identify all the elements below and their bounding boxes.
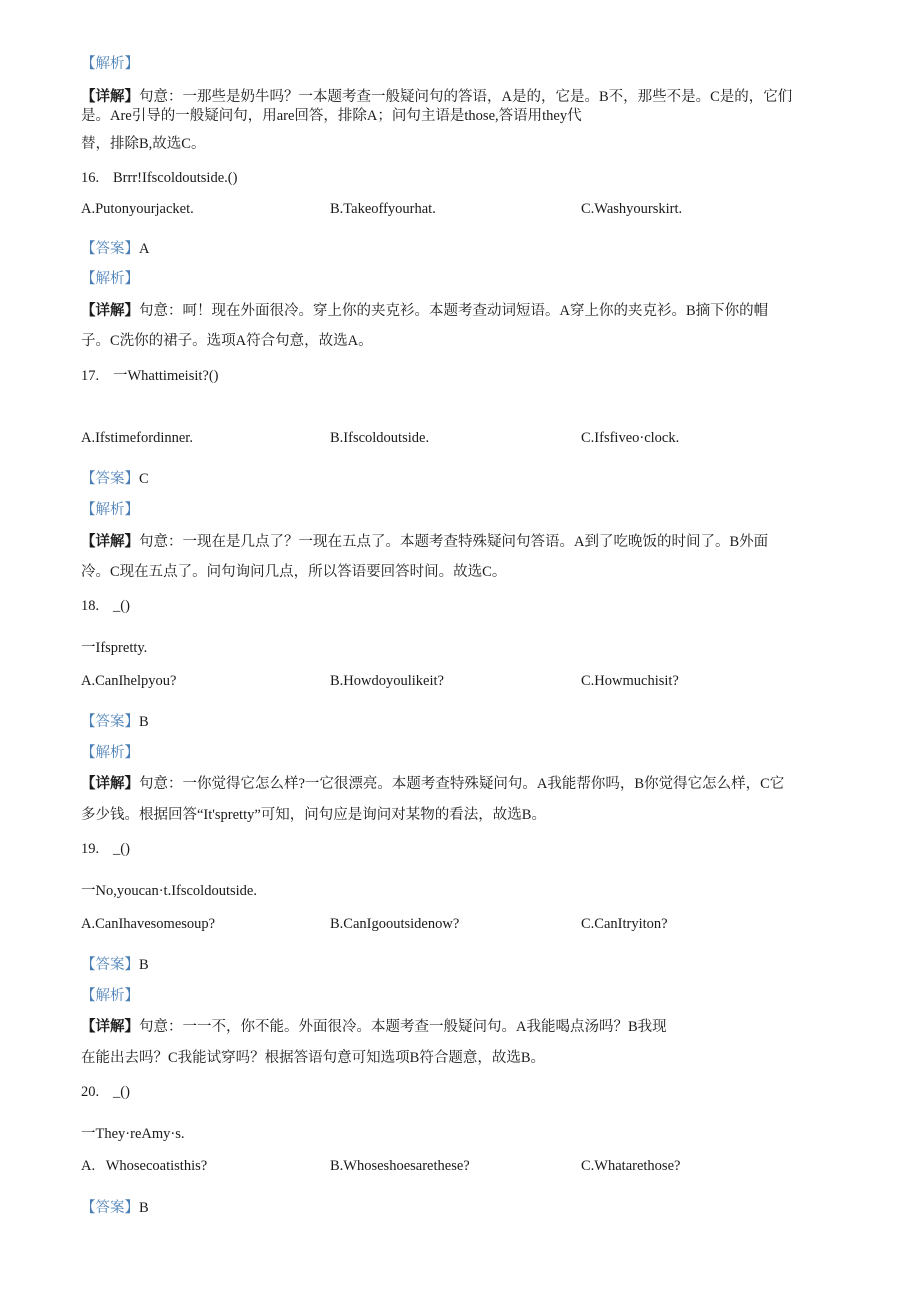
q20-option-c: C.Whatarethose? (581, 1158, 681, 1174)
detail-tag: 【详解】 (81, 89, 139, 105)
question-number: 16. (81, 170, 100, 186)
q17-option-a: A.Ifstimefordinner. (81, 430, 193, 446)
answer-value: B (139, 1200, 149, 1216)
q16-option-b: B.Takeoffyourhat. (330, 201, 436, 217)
q15-detail-line-1 (81, 87, 792, 107)
q16-detail-line-1 (81, 301, 768, 321)
q17-stem (81, 366, 219, 386)
answer-value: C (139, 471, 149, 487)
question-text: _() (113, 1084, 130, 1100)
question-number: 20. (81, 1084, 100, 1100)
detail-tag: 【详解】 (81, 534, 139, 550)
detail-text: 多少钱。根据回答“It'spretty”可知，问句应是询问对某物的看法，故选B。 (81, 807, 546, 823)
q20-reply: 一They·reAmy·s. (81, 1126, 185, 1142)
q19-stem (81, 839, 130, 859)
q19-reply: 一No,youcan·t.Ifscoldoutside. (81, 883, 257, 899)
q19-option-a: A.CanIhavesomesoup? (81, 916, 216, 932)
q19-option-c: C.CanItryiton? (581, 916, 668, 932)
detail-tag: 【详解】 (81, 303, 139, 319)
answer-value: A (139, 241, 150, 257)
question-text: 一Whattimeisit?() (113, 368, 219, 384)
detail-text: 句意：呵！现在外面很冷。穿上你的夹克衫。本题考查动词短语。A穿上你的夹克衫。B摘下你的帽 (139, 303, 769, 319)
q17-answer (81, 469, 149, 489)
detail-text: 在能出去吗？C我能试穿吗？根据答语句意可知选项B符合题意，故选B。 (81, 1050, 546, 1066)
q17-detail-line-2 (81, 562, 506, 582)
q15-detail-line-3 (81, 134, 205, 154)
q19-detail-line-1 (81, 1017, 667, 1037)
q15-detail-line-2 (81, 106, 582, 126)
detail-text: 冷。C现在五点了。问句询问几点，所以答语要回答时间。故选C。 (81, 564, 507, 580)
analysis-tag: 【解析】 (81, 988, 139, 1004)
question-text: Brrr!Ifscoldoutside.() (113, 170, 238, 186)
q16-detail-line-2 (81, 331, 373, 351)
q18-detail-line-2 (81, 805, 546, 825)
analysis-tag: 【解析】 (81, 745, 139, 761)
q20-answer (81, 1198, 149, 1218)
q18-option-a: A.CanIhelpyou? (81, 673, 177, 689)
answer-tag: 【答案】 (81, 241, 139, 257)
q15-analysis-heading (81, 54, 139, 74)
question-number: 18. (81, 598, 100, 614)
answer-tag: 【答案】 (81, 714, 139, 730)
q18-analysis-heading (81, 743, 139, 763)
question-number: 19. (81, 841, 100, 857)
analysis-tag: 【解析】 (81, 502, 139, 518)
q17-detail-line-1 (81, 532, 768, 552)
answer-tag: 【答案】 (81, 1200, 139, 1216)
q20-stem (81, 1082, 130, 1102)
q17-option-c: C.Ifsfiveo·clock. (581, 430, 680, 446)
q19-analysis-heading (81, 986, 139, 1006)
answer-tag: 【答案】 (81, 957, 139, 973)
detail-tag: 【详解】 (81, 1019, 139, 1035)
q17-analysis-heading (81, 500, 139, 520)
q19-option-b: B.CanIgooutsidenow? (330, 916, 460, 932)
analysis-tag: 【解析】 (81, 56, 139, 72)
detail-text: 句意：一一不，你不能。外面很冷。本题考查一般疑问句。A我能喝点汤吗？B我现 (139, 1019, 667, 1035)
q18-stem (81, 596, 130, 616)
q18-detail-line-1 (81, 774, 784, 794)
question-number: 17. (81, 368, 100, 384)
detail-text: 句意：一你觉得它怎么样?一它很漂亮。本题考查特殊疑问句。A我能帮你吗，B你觉得它怎么样，C它 (139, 776, 785, 792)
q19-answer (81, 955, 149, 975)
q18-option-b: B.Howdoyoulikeit? (330, 673, 444, 689)
q18-reply: 一Ifspretty. (81, 640, 148, 656)
answer-tag: 【答案】 (81, 471, 139, 487)
q20-option-b: B.Whoseshoesarethese? (330, 1158, 470, 1174)
q18-option-c: C.Howmuchisit? (581, 673, 679, 689)
answer-value: B (139, 957, 149, 973)
question-text: _() (113, 841, 130, 857)
detail-text: 子。C洗你的裙子。选项A符合句意，故选A。 (81, 333, 373, 349)
q16-stem (81, 168, 237, 188)
q16-analysis-heading (81, 269, 139, 289)
q16-option-a: A.Putonyourjacket. (81, 201, 194, 217)
answer-value: B (139, 714, 149, 730)
q16-option-c: C.Washyourskirt. (581, 201, 683, 217)
analysis-tag: 【解析】 (81, 271, 139, 287)
q16-answer (81, 239, 149, 259)
q19-detail-line-2 (81, 1048, 545, 1068)
detail-text: 句意：一那些是奶牛吗？一本题考查一般疑问句的答语，A是的，它是。B不，那些不是。C是的，它们 (139, 89, 793, 105)
q18-answer (81, 712, 149, 732)
question-text: _() (113, 598, 130, 614)
detail-text: 替，排除B,故选C。 (81, 136, 206, 152)
q20-option-a: A. Whosecoatisthis? (81, 1158, 208, 1174)
q17-option-b: B.Ifscoldoutside. (330, 430, 430, 446)
detail-tag: 【详解】 (81, 776, 139, 792)
detail-text: 句意：一现在是几点了？一现在五点了。本题考查特殊疑问句答语。A到了吃晚饭的时间了。B外面 (139, 534, 769, 550)
detail-text: 是。Are引导的一般疑问句，用are回答，排除A；问句主语是those,答语用they代 (81, 108, 582, 124)
